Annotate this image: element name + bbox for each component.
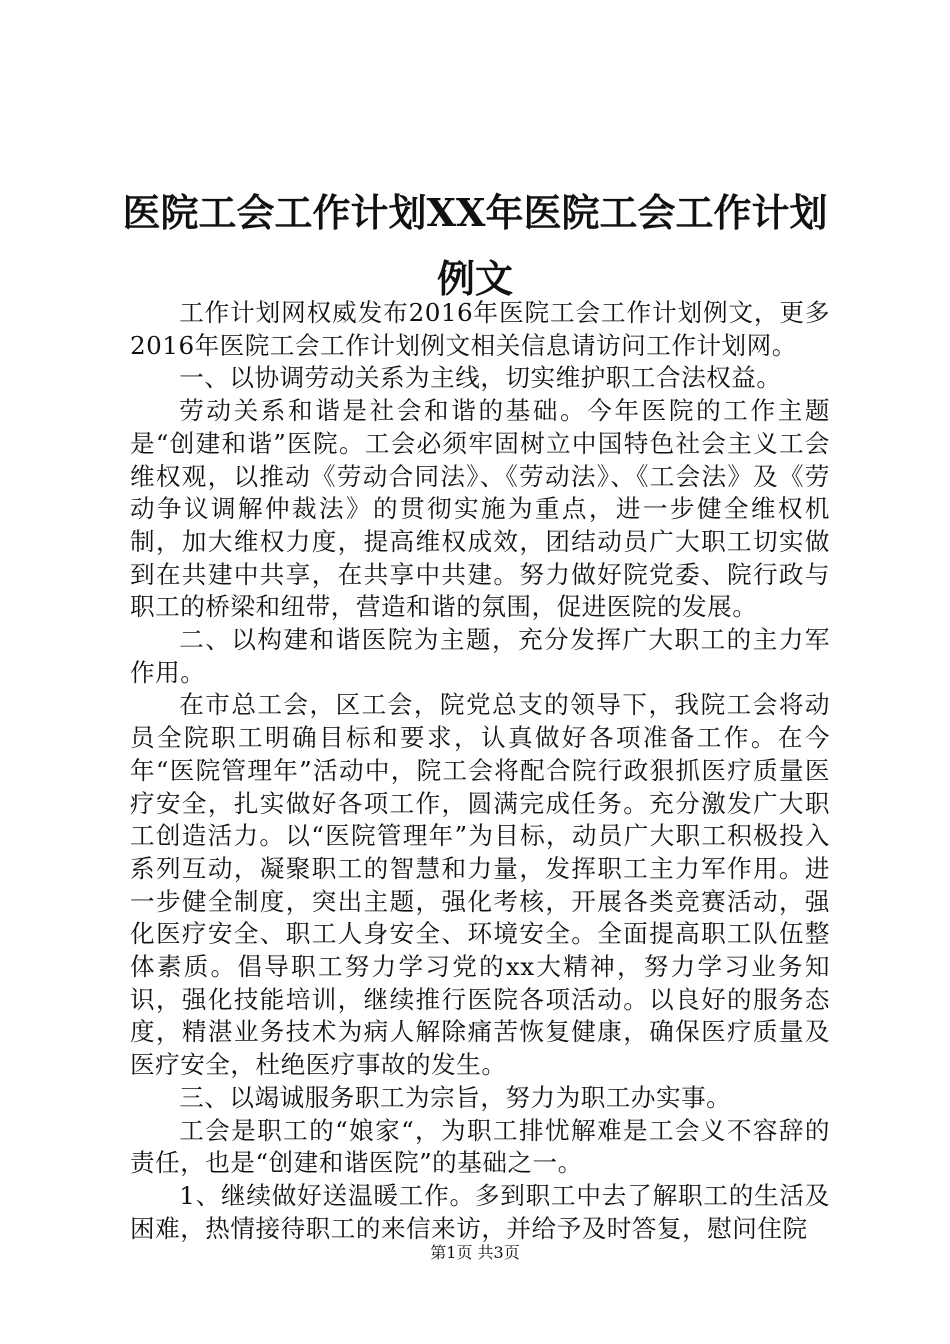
- section-heading-3: 三、以竭诚服务职工为宗旨，努力为职工办实事。: [179, 1082, 732, 1112]
- document-title: 医院工会工作计划XX年医院工会工作计划例文: [122, 190, 828, 301]
- paragraph: 在市总工会，区工会，院党总支的领导下，我院工会将动员全院职工明确目标和要求，认真做好各项准备工作。在今年“医院管理年”活动中，院工会将配合院行政狠抓医疗质量医疗安全，扎实做好各项工作，圆满完成任务。充分激发广大职工创造活力。以“医院管理年”为目标，动员广大职工积极投入系列互动，凝聚职工的智慧和力量，发挥职工主力军作用。进一步健全制度，突出主题，强化考核，开展各类竞赛活动，强化医疗安全、职工人身安全、环境安全。全面提高职工队伍整体素质。倡导职工努力学习党的xx大精神，努力学习业务知识，强化技能培训，继续推行医院各项活动。以良好的服务态度，精湛业务技术为病人解除痛苦恢复健康，确保医疗质量及医疗安全，杜绝医疗事故的发生。: [130, 690, 830, 1080]
- section-heading-2: 二、以构建和谐医院为主题，充分发挥广大职工的主力军作用。: [130, 625, 830, 687]
- paragraph: 劳动关系和谐是社会和谐的基础。今年医院的工作主题是“创建和谐”医院。工会必须牢固树立中国特色社会主义工会维权观，以推动《劳动合同法》、《劳动法》、《工会法》及《劳动争议调解仲裁法》的贯彻实施为重点，进一步健全维权机制，加大维权力度，提高维权成效，团结动员广大职工切实做到在共建中共享，在共享中共建。努力做好院党委、院行政与职工的桥梁和纽带，营造和谐的氛围，促进医院的发展。: [130, 396, 830, 622]
- paragraph: 工会是职工的“娘家“，为职工排忧解难是工会义不容辞的责任，也是“创建和谐医院”的基础之一。: [130, 1115, 830, 1178]
- page-number-footer: 第1页 共3页: [430, 1243, 520, 1262]
- paragraph-intro: 工作计划网权威发布2016年医院工会工作计划例文，更多2016年医院工会工作计划例文相关信息请访问工作计划网。: [130, 298, 830, 360]
- paragraph: 1、继续做好送温暖工作。多到职工中去了解职工的生活及困难，热情接待职工的来信来访，并给予及时答复，慰问住院: [130, 1180, 830, 1243]
- section-heading-1: 一、以协调劳动关系为主线，切实维护职工合法权益。: [179, 363, 782, 393]
- document-body: [130, 297, 830, 1245]
